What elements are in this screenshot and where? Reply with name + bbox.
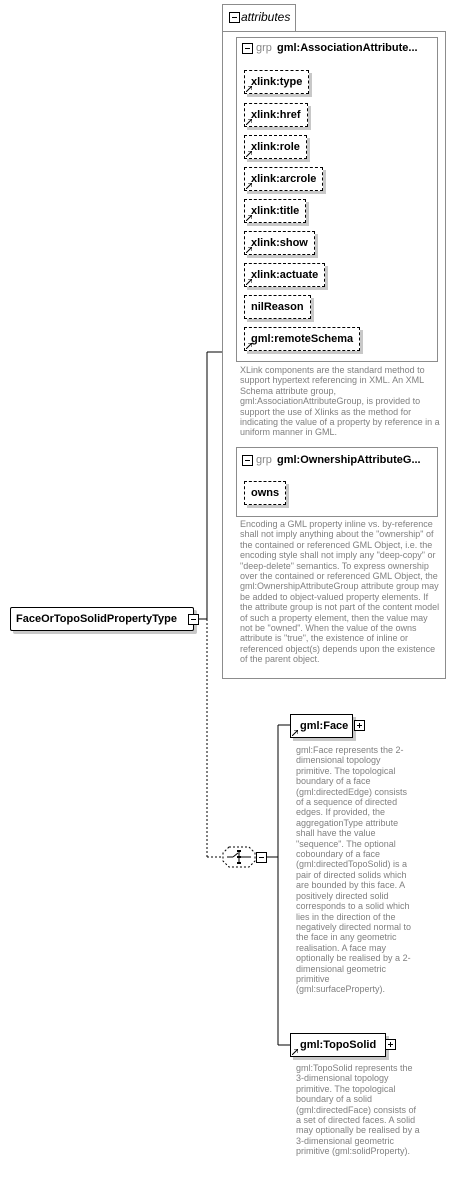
ownership-group-description: Encoding a GML property inline vs. by-reference shall not imply anything about the "ownership" of the contained or referenced GML Object, i.e. the encoding style shall not imply any "deep-copy" or "deep-delete" semantics. To express ownership over the contained or referenced GML Object, the gml:OwnershipAttributeGroup attribute group may be added to object-valued property elements. If the attribute group is not part of the content model of such a property element, then the value may not be "owned". When the value of the owns attribute is "true", the existence of inline or referenced object(s) depends upon the existence of the parent object. — [240, 519, 440, 665]
attribute-xlink-actuate[interactable]: xlink:actuate — [244, 263, 325, 287]
reference-arrow-icon — [292, 1049, 298, 1055]
group-prefix: grp — [256, 42, 272, 54]
attribute-gml-remoteschema[interactable]: gml:remoteSchema — [244, 327, 360, 351]
attribute-xlink-href[interactable]: xlink:href — [244, 103, 308, 127]
toposolid-description: gml:TopoSolid represents the 3-dimensional topology primitive. The topological boundary of a solid (gml:directedFace) consists of a set of directed faces. A solid may optionally be realised by a 3-dimensional geometric primitive (gml:solidProperty). — [296, 1063, 420, 1157]
attribute-nilreason[interactable]: nilReason — [244, 295, 311, 319]
group-name: gml:OwnershipAttributeG... — [277, 454, 421, 466]
attribute-xlink-show[interactable]: xlink:show — [244, 231, 315, 255]
association-group-description: XLink components are the standard method to support hypertext referencing in XML. An XML Schema attribute group, gml:AssociationAttributeGroup, is provided to support the use of Xlinks as the method for indicating the value of a property by reference in a uniform manner in GML. — [240, 365, 440, 438]
collapse-root-icon[interactable] — [188, 614, 199, 625]
expand-face-icon[interactable] — [354, 720, 365, 731]
attribute-xlink-arcrole[interactable]: xlink:arcrole — [244, 167, 323, 191]
reference-arrow-icon — [246, 343, 252, 349]
collapse-choice-icon[interactable] — [256, 852, 267, 863]
collapse-group-icon[interactable] — [242, 455, 253, 466]
reference-arrow-icon — [246, 183, 252, 189]
attribute-xlink-role[interactable]: xlink:role — [244, 135, 307, 159]
reference-arrow-icon — [246, 119, 252, 125]
element-gml-face[interactable]: gml:Face — [290, 714, 353, 738]
face-description: gml:Face represents the 2-dimensional topology primitive. The topological boundary of a face (gml:directedEdge) consists of a sequence of directed edges. If provided, the aggregationType attribute shall have the value "sequence". The optional coboundary of a face (gml:directedTopoSolid) is a pair of directed solids which are bounded by this face. A positively directed solid corresponds to a solid which lies in the direction of the negatively directed normal to the face in any geometric realisation. A face may optionally be realised by a 2-dimensional geometric primitive (gml:surfaceProperty). — [296, 745, 412, 995]
attributes-label: attributes — [241, 10, 291, 24]
reference-arrow-icon — [246, 247, 252, 253]
attribute-xlink-title[interactable]: xlink:title — [244, 199, 306, 223]
collapse-attributes-icon[interactable] — [229, 12, 240, 23]
reference-arrow-icon — [292, 730, 298, 736]
element-gml-toposolid[interactable]: gml:TopoSolid — [290, 1033, 386, 1057]
choice-compositor-icon[interactable] — [222, 846, 256, 868]
group-prefix: grp — [256, 454, 272, 466]
reference-arrow-icon — [246, 86, 252, 92]
reference-arrow-icon — [246, 279, 252, 285]
expand-toposolid-icon[interactable] — [385, 1039, 396, 1050]
collapse-group-icon[interactable] — [242, 43, 253, 54]
reference-arrow-icon — [246, 215, 252, 221]
attribute-owns[interactable]: owns — [244, 481, 286, 505]
attribute-xlink-type[interactable]: xlink:type — [244, 70, 309, 94]
group-name: gml:AssociationAttribute... — [277, 42, 418, 54]
reference-arrow-icon — [246, 151, 252, 157]
root-element[interactable]: FaceOrTopoSolidPropertyType — [10, 607, 194, 631]
